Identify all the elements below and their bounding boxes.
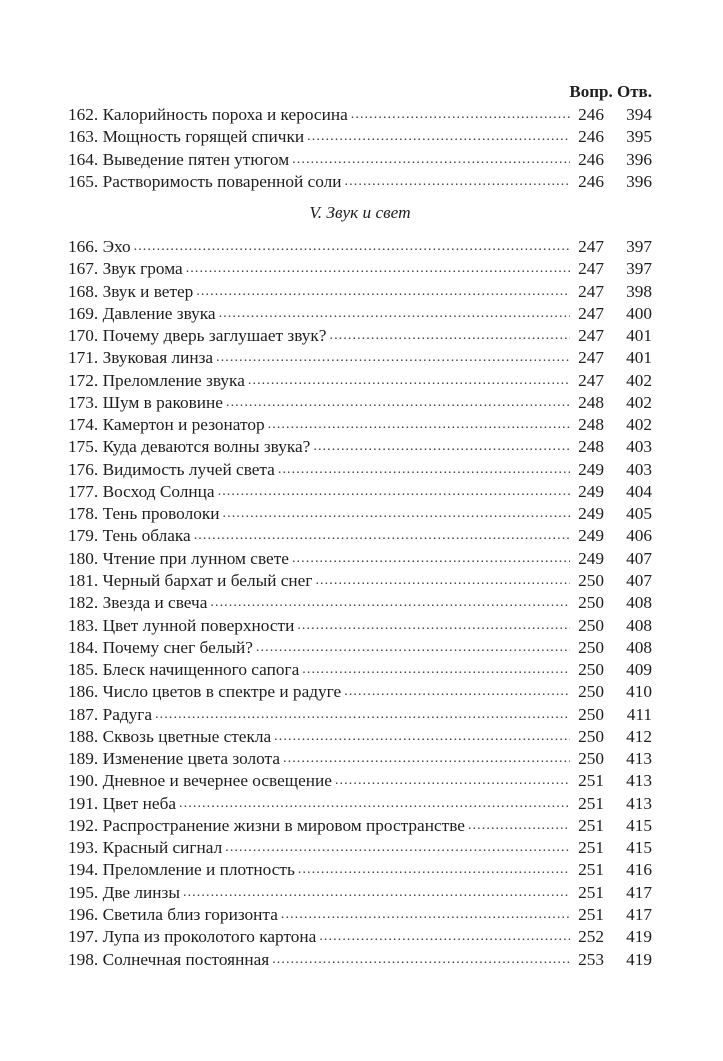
question-page: 249	[578, 459, 604, 479]
question-page: 246	[578, 171, 604, 191]
entry-number: 167.	[68, 259, 99, 279]
entry-title	[68, 236, 134, 258]
entry-number: 164.	[68, 149, 99, 169]
entry-title	[68, 525, 194, 547]
question-column-label: Вопр.	[569, 82, 613, 101]
dot-leader	[225, 837, 570, 859]
answer-page: 419	[626, 927, 652, 947]
dot-leader	[186, 258, 570, 280]
answer-page: 409	[626, 660, 652, 680]
answer-page: 397	[626, 237, 652, 256]
question-page: 246	[578, 105, 604, 124]
entry-number: 163.	[68, 127, 99, 147]
entry-title-text: Восход Солнца	[102, 481, 215, 501]
dot-leader	[292, 149, 570, 171]
toc-entry	[68, 392, 652, 414]
entry-title-text: Цвет лунной поверхности	[102, 615, 295, 635]
question-page: 250	[578, 570, 604, 590]
entry-title	[68, 392, 226, 414]
entry-title	[68, 949, 272, 971]
question-page: 250	[578, 726, 604, 746]
question-page: 249	[578, 481, 604, 501]
question-page: 246	[578, 149, 604, 169]
question-page: 250	[578, 749, 604, 769]
toc-entry	[68, 726, 652, 748]
entry-number: 191.	[68, 793, 99, 813]
entry-title-text: Распространение жизни в мировом пространстве	[102, 815, 465, 835]
entry-title	[68, 726, 274, 748]
section-title: V. Звук и свет	[309, 203, 411, 222]
entry-number: 175.	[68, 437, 99, 457]
answer-page: 415	[626, 815, 652, 835]
toc-entry	[68, 303, 652, 325]
answer-page: 417	[626, 882, 652, 902]
entry-title	[68, 904, 281, 926]
answer-page: 396	[626, 149, 652, 169]
entry-title-text: Число цветов в спектре и радуге	[102, 682, 342, 702]
entry-title	[68, 347, 216, 369]
dot-leader	[302, 659, 570, 681]
toc-entry	[68, 770, 652, 792]
entry-number: 173.	[68, 392, 99, 412]
entry-title-text: Звук и ветер	[102, 281, 194, 301]
entry-number: 194.	[68, 860, 99, 880]
entry-title-text: Дневное и вечернее освещение	[102, 771, 332, 791]
question-page: 253	[578, 949, 604, 969]
dot-leader	[219, 303, 570, 325]
entry-number: 176.	[68, 459, 99, 479]
toc-entry	[68, 548, 652, 570]
dot-leader	[248, 370, 570, 392]
answer-page: 413	[626, 749, 652, 769]
entry-number: 198.	[68, 949, 99, 969]
column-header	[0, 82, 652, 102]
entry-number: 166.	[68, 237, 99, 256]
answer-page: 403	[626, 437, 652, 457]
entry-number: 184.	[68, 637, 99, 657]
answer-page: 410	[626, 682, 652, 702]
question-page: 251	[578, 838, 604, 858]
question-page: 247	[578, 281, 604, 301]
entry-number: 196.	[68, 904, 99, 924]
entry-title	[68, 370, 248, 392]
dot-leader	[179, 793, 570, 815]
question-page: 247	[578, 259, 604, 279]
toc-entry	[68, 258, 652, 280]
entry-title	[68, 325, 329, 347]
toc-entry	[68, 414, 652, 436]
question-page: 251	[578, 860, 604, 880]
answer-page: 419	[626, 949, 652, 969]
entry-title	[68, 503, 223, 525]
dot-leader	[281, 904, 570, 926]
toc-entry	[68, 859, 652, 881]
entry-number: 178.	[68, 504, 99, 524]
entry-title	[68, 258, 186, 280]
dot-leader	[335, 770, 570, 792]
answer-page: 402	[626, 370, 652, 390]
dot-leader	[307, 126, 570, 148]
dot-leader	[223, 503, 571, 525]
dot-leader	[134, 236, 570, 258]
toc-entry	[68, 704, 652, 726]
entry-title-text: Куда деваются волны звука?	[102, 437, 311, 457]
answer-page: 404	[626, 481, 652, 501]
answer-page: 397	[626, 259, 652, 279]
toc-entry	[68, 370, 652, 392]
answer-page: 401	[626, 348, 652, 368]
dot-leader	[183, 882, 570, 904]
dot-leader	[218, 481, 570, 503]
entry-title	[68, 459, 278, 481]
answer-page: 394	[626, 105, 652, 124]
toc-entry	[68, 615, 652, 637]
entry-title	[68, 926, 319, 948]
question-page: 251	[578, 904, 604, 924]
question-page: 249	[578, 526, 604, 546]
answer-column-label: Отв.	[616, 82, 652, 101]
entry-number: 193.	[68, 838, 99, 858]
dot-leader	[278, 459, 570, 481]
answer-page: 408	[626, 593, 652, 613]
toc-entry	[68, 570, 652, 592]
entry-number: 171.	[68, 348, 99, 368]
toc-entry	[68, 926, 652, 948]
question-page: 251	[578, 815, 604, 835]
toc-entry	[68, 503, 652, 525]
entry-title	[68, 281, 196, 303]
entry-title	[68, 414, 268, 436]
dot-leader	[194, 525, 570, 547]
answer-page: 401	[626, 326, 652, 346]
question-page: 247	[578, 348, 604, 368]
question-page: 247	[578, 326, 604, 346]
dot-leader	[351, 104, 570, 126]
dot-leader	[210, 592, 570, 614]
answer-page: 408	[626, 637, 652, 657]
entry-title-text: Шум в раковине	[102, 392, 223, 412]
question-page: 250	[578, 682, 604, 702]
question-page: 252	[578, 927, 604, 947]
entry-title-text: Чтение при лунном свете	[102, 548, 289, 568]
answer-page: 408	[626, 615, 652, 635]
toc-entry	[68, 126, 652, 148]
dot-leader	[274, 726, 570, 748]
dot-leader	[468, 815, 570, 837]
entry-number: 169.	[68, 303, 99, 323]
dot-leader	[315, 570, 570, 592]
dot-leader	[329, 325, 570, 347]
dot-leader	[344, 681, 570, 703]
toc-entry	[68, 481, 652, 503]
entry-title-text: Камертон и резонатор	[102, 415, 265, 435]
toc-entry	[68, 459, 652, 481]
entry-title	[68, 748, 283, 770]
entry-title-text: Сквозь цветные стекла	[102, 726, 272, 746]
entry-number: 188.	[68, 726, 99, 746]
toc-entry	[68, 882, 652, 904]
entry-number: 162.	[68, 105, 99, 124]
toc-list-sound-light	[68, 236, 652, 971]
toc-entry	[68, 347, 652, 369]
dot-leader	[155, 704, 570, 726]
entry-title	[68, 704, 155, 726]
dot-leader	[297, 615, 570, 637]
answer-page: 403	[626, 459, 652, 479]
question-page: 250	[578, 704, 604, 724]
toc-entry	[68, 637, 652, 659]
answer-page: 400	[626, 303, 652, 323]
toc-entry	[68, 681, 652, 703]
toc-entry	[68, 104, 652, 126]
entry-title-text: Звук грома	[102, 259, 183, 279]
entry-title-text: Калорийность пороха и керосина	[102, 105, 348, 124]
entry-number: 195.	[68, 882, 99, 902]
entry-title-text: Выведение пятен утюгом	[102, 149, 290, 169]
question-page: 250	[578, 593, 604, 613]
entry-title-text: Блеск начищенного сапога	[102, 660, 300, 680]
entry-number: 190.	[68, 771, 99, 791]
entry-title	[68, 615, 297, 637]
entry-title	[68, 436, 313, 458]
dot-leader	[272, 949, 570, 971]
question-page: 248	[578, 415, 604, 435]
answer-page: 395	[626, 127, 652, 147]
toc-entry	[68, 949, 652, 971]
toc-entry	[68, 525, 652, 547]
entry-title-text: Радуга	[102, 704, 153, 724]
answer-page: 413	[626, 771, 652, 791]
entry-title	[68, 815, 468, 837]
entry-number: 182.	[68, 593, 99, 613]
question-page: 248	[578, 437, 604, 457]
entry-number: 177.	[68, 481, 99, 501]
toc-entry	[68, 592, 652, 614]
entry-title	[68, 126, 307, 148]
question-page: 251	[578, 793, 604, 813]
entry-title-text: Видимость лучей света	[102, 459, 275, 479]
entry-title-text: Звезда и свеча	[102, 593, 208, 613]
entry-title	[68, 149, 292, 171]
answer-page: 402	[626, 392, 652, 412]
entry-number: 186.	[68, 682, 99, 702]
entry-title	[68, 793, 179, 815]
entry-number: 181.	[68, 570, 99, 590]
entry-number: 168.	[68, 281, 99, 301]
question-page: 250	[578, 615, 604, 635]
entry-number: 192.	[68, 815, 99, 835]
question-page: 251	[578, 771, 604, 791]
entry-number: 170.	[68, 326, 99, 346]
entry-title	[68, 570, 315, 592]
question-page: 250	[578, 660, 604, 680]
answer-page: 412	[626, 726, 652, 746]
entry-title-text: Почему дверь заглушает звук?	[102, 326, 327, 346]
entry-number: 197.	[68, 927, 99, 947]
toc-entry	[68, 171, 652, 193]
answer-page: 411	[626, 704, 652, 724]
entry-title	[68, 882, 183, 904]
entry-title-text: Цвет неба	[102, 793, 177, 813]
dot-leader	[256, 637, 570, 659]
answer-page: 407	[626, 548, 652, 568]
dot-leader	[313, 436, 570, 458]
entry-title-text: Давление звука	[102, 303, 216, 323]
dot-leader	[298, 859, 570, 881]
question-page: 251	[578, 882, 604, 902]
entry-title	[68, 303, 219, 325]
dot-leader	[268, 414, 570, 436]
dot-leader	[345, 171, 570, 193]
entry-number: 185.	[68, 660, 99, 680]
toc-entry	[68, 904, 652, 926]
entry-title-text: Почему снег белый?	[102, 637, 253, 657]
toc-entry	[68, 236, 652, 258]
entry-title	[68, 637, 256, 659]
entry-number: 189.	[68, 749, 99, 769]
question-page: 249	[578, 504, 604, 524]
entry-number: 172.	[68, 370, 99, 390]
entry-title	[68, 592, 210, 614]
toc-entry	[68, 325, 652, 347]
answer-page: 396	[626, 171, 652, 191]
answer-page: 406	[626, 526, 652, 546]
dot-leader	[226, 392, 570, 414]
entry-number: 165.	[68, 171, 99, 191]
answer-page: 405	[626, 504, 652, 524]
entry-title-text: Лупа из проколотого картона	[102, 927, 317, 947]
toc-entry	[68, 436, 652, 458]
entry-title	[68, 859, 298, 881]
answer-page: 413	[626, 793, 652, 813]
entry-title-text: Растворимость поваренной соли	[102, 171, 342, 191]
toc-entry	[68, 149, 652, 171]
toc-entry	[68, 815, 652, 837]
entry-title-text: Изменение цвета золота	[102, 749, 280, 769]
entry-title-text: Эхо	[102, 237, 131, 256]
entry-title	[68, 171, 345, 193]
answer-page: 407	[626, 570, 652, 590]
entry-title	[68, 481, 218, 503]
dot-leader	[216, 347, 570, 369]
entry-number: 179.	[68, 526, 99, 546]
entry-title-text: Черный бархат и белый снег	[102, 570, 313, 590]
entry-title-text: Мощность горящей спички	[102, 127, 305, 147]
question-page: 246	[578, 127, 604, 147]
entry-title	[68, 104, 351, 126]
entry-number: 187.	[68, 704, 99, 724]
dot-leader	[196, 281, 570, 303]
entry-title-text: Тень проволоки	[102, 504, 220, 524]
question-page: 247	[578, 237, 604, 256]
question-page: 248	[578, 392, 604, 412]
entry-title	[68, 770, 335, 792]
entry-title-text: Две линзы	[102, 882, 180, 902]
toc-list-previous	[68, 104, 652, 193]
question-page: 247	[578, 370, 604, 390]
toc-entry	[68, 748, 652, 770]
answer-page: 416	[626, 860, 652, 880]
entry-title	[68, 548, 292, 570]
dot-leader	[319, 926, 570, 948]
toc-entry	[68, 659, 652, 681]
answer-page: 402	[626, 415, 652, 435]
entry-number: 183.	[68, 615, 99, 635]
question-page: 249	[578, 548, 604, 568]
toc-entry	[68, 793, 652, 815]
entry-number: 174.	[68, 415, 99, 435]
question-page: 247	[578, 303, 604, 323]
entry-title-text: Преломление звука	[102, 370, 245, 390]
entry-title-text: Преломление и плотность	[102, 860, 295, 880]
entry-title	[68, 659, 302, 681]
answer-page: 415	[626, 838, 652, 858]
dot-leader	[283, 748, 570, 770]
entry-title-text: Звуковая линза	[102, 348, 214, 368]
entry-number: 180.	[68, 548, 99, 568]
answer-page: 398	[626, 281, 652, 301]
dot-leader	[292, 548, 570, 570]
toc-entry	[68, 281, 652, 303]
entry-title	[68, 681, 344, 703]
entry-title-text: Светила близ горизонта	[102, 904, 278, 924]
entry-title	[68, 837, 225, 859]
toc-entry	[68, 837, 652, 859]
entry-title-text: Красный сигнал	[102, 838, 223, 858]
entry-title-text: Солнечная постоянная	[102, 949, 270, 969]
entry-title-text: Тень облака	[102, 526, 191, 546]
answer-page: 417	[626, 904, 652, 924]
question-page: 250	[578, 637, 604, 657]
